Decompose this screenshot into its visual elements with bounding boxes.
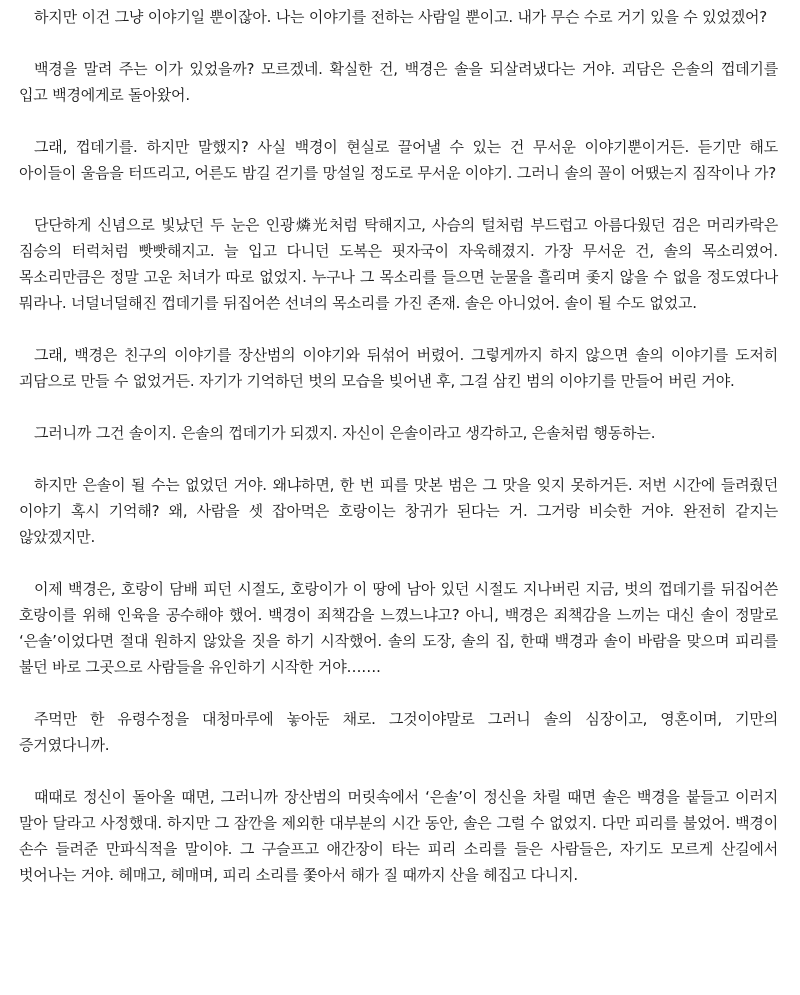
paragraph: 그래, 백경은 친구의 이야기를 장산범의 이야기와 뒤섞어 버렸어. 그렇게까지 하지 않으면 솔의 이야기를 도저히 괴담으로 만들 수 없었거든. 자기가 기억하던 벗의 모습을 빚어낸 후, 그걸 삼킨 범의 이야기를 만들어 버린 거야. xyxy=(19,346,778,390)
paragraph: 백경을 말려 주는 이가 있었을까? 모르겠네. 확실한 건, 백경은 솔을 되살려냈다는 거야. 괴담은 은솔의 껍데기를 입고 백경에게로 돌아왔어. xyxy=(19,60,778,104)
paragraph: 하지만 은솔이 될 수는 없었던 거야. 왜냐하면, 한 번 피를 맛본 범은 그 맛을 잊지 못하거든. 저번 시간에 들려줬던 이야기 혹시 기억해? 왜, 사람을 셋 잡아먹은 호랑이는 창귀가 된다는 거. 그거랑 비슷한 거야. 완전히 같지는 않았겠지만. xyxy=(19,476,778,546)
paragraph: 그래, 껍데기를. 하지만 말했지? 사실 백경이 현실로 끌어낼 수 있는 건 무서운 이야기뿐이거든. 듣기만 해도 아이들이 울음을 터뜨리고, 어른도 밤길 걷기를 망설일 정도로 무서운 이야기. 그러니 솔의 꼴이 어땠는지 짐작이나 가? xyxy=(19,138,778,182)
paragraph: 때때로 정신이 돌아올 때면, 그러니까 장산범의 머릿속에서 ‘은솔’이 정신을 차릴 때면 솔은 백경을 붙들고 이러지 말아 달라고 사정했대. 하지만 그 잠깐을 제외한 대부분의 시간 동안, 솔은 그럴 수 없었지. 다만 피리를 불었어. 백경이 손수 들려준 만파식적을 말이야. 그 구슬프고 애간장이 타는 피리 소리를 들은 사람들은, 자기도 모르게 산길에서 벗어나는 거야. 헤매고, 헤매며, 피리 소리를 쫓아서 해가 질 때까지 산을 헤집고 다니지. xyxy=(19,788,778,884)
paragraph: 주먹만 한 유령수정을 대청마루에 놓아둔 채로. 그것이야말로 그러니 솔의 심장이고, 영혼이며, 기만의 증거였다니까. xyxy=(19,710,778,754)
paragraph: 단단하게 신념으로 빛났던 두 눈은 인광燐光처럼 탁해지고, 사슴의 털처럼 부드럽고 아름다웠던 검은 머리카락은 짐승의 터럭처럼 빳빳해지고. 늘 입고 다니던 도복은 핏자국이 자욱해졌지. 가장 무서운 건, 솔의 목소리였어. 목소리만큼은 정말 고운 처녀가 따로 없었지. 누구나 그 목소리를 들으면 눈물을 흘리며 좇지 않을 수 없을 정도였다나 뭐라나. 너덜너덜해진 껍데기를 뒤집어쓴 선녀의 목소리를 가진 존재. 솔은 아니었어. 솔이 될 수도 없었고. xyxy=(19,216,778,312)
paragraph: 하지만 이건 그냥 이야기일 뿐이잖아. 나는 이야기를 전하는 사람일 뿐이고. 내가 무슨 수로 거기 있을 수 있었겠어? xyxy=(34,8,768,26)
paragraph: 그러니까 그건 솔이지. 은솔의 껍데기가 되겠지. 자신이 은솔이라고 생각하고, 은솔처럼 행동하는. xyxy=(34,424,656,442)
paragraph: 이제 백경은, 호랑이 담배 피던 시절도, 호랑이가 이 땅에 남아 있던 시절도 지나버린 지금, 벗의 껍데기를 뒤집어쓴 호랑이를 위해 인육을 공수해야 했어. 백경이 죄책감을 느꼈느냐고? 아니, 백경은 죄책감을 느끼는 대신 솔이 정말로 ‘은솔’이었다면 절대 원하지 않았을 짓을 하기 시작했어. 솔의 도장, 솔의 집, 한때 백경과 솔이 바람을 맞으며 피리를 불던 바로 그곳으로 사람들을 유인하기 시작한 거야……. xyxy=(19,580,778,676)
